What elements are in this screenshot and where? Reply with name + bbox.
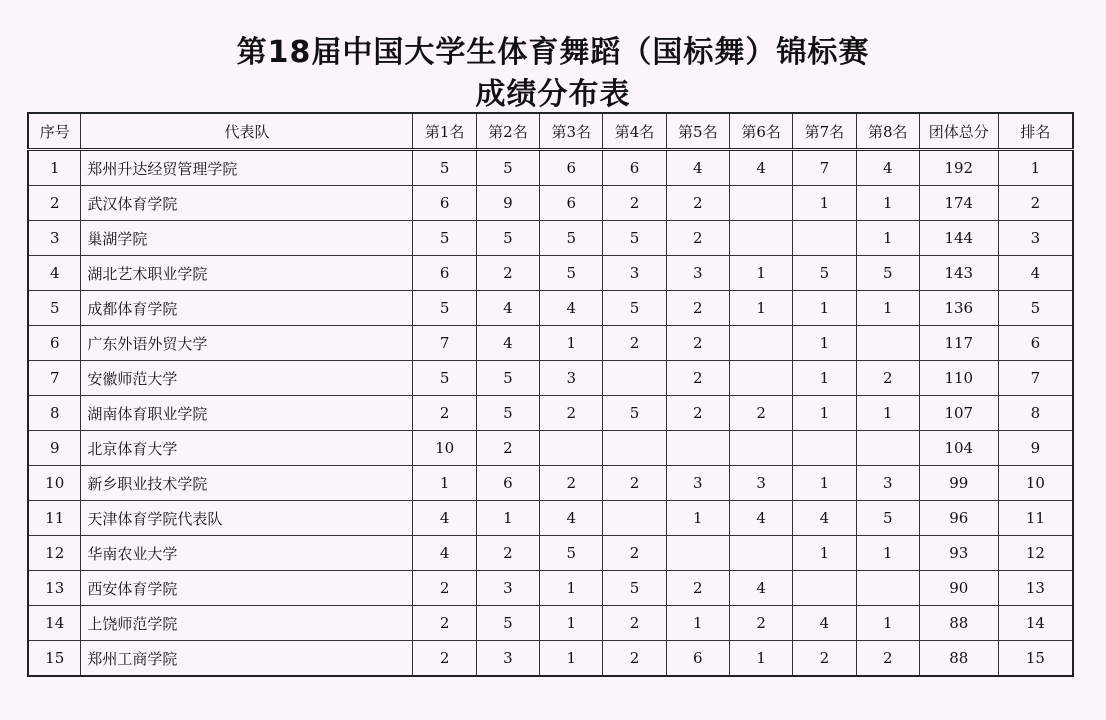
cell-8th: 2: [856, 641, 919, 677]
cell-6th: 1: [729, 291, 792, 326]
table-row: [28, 536, 1073, 571]
cell-4th: 2: [603, 186, 666, 221]
cell-1st: 5: [413, 221, 476, 256]
cell-8th: 5: [856, 256, 919, 291]
cell-2nd: 2: [476, 256, 539, 291]
cell-3rd: 5: [540, 221, 603, 256]
cell-5th: 2: [666, 186, 729, 221]
cell-4th: 5: [603, 291, 666, 326]
cell-5th: 2: [666, 291, 729, 326]
cell-3rd: 1: [540, 641, 603, 677]
cell-1st: 2: [413, 571, 476, 606]
cell-6th: 2: [729, 606, 792, 641]
cell-8th: [856, 326, 919, 361]
header-1st: 第1名: [413, 113, 476, 150]
cell-8th: 2: [856, 361, 919, 396]
cell-3rd: 4: [540, 501, 603, 536]
cell-2nd: 4: [476, 291, 539, 326]
cell-rank: 3: [998, 221, 1073, 256]
cell-rank: 8: [998, 396, 1073, 431]
cell-team: 武汉体育学院: [81, 186, 413, 221]
cell-1st: 10: [413, 431, 476, 466]
cell-total-score: 192: [919, 150, 998, 186]
cell-1st: 5: [413, 150, 476, 186]
cell-3rd: 6: [540, 150, 603, 186]
cell-4th: [603, 431, 666, 466]
table-row: [28, 466, 1073, 501]
cell-3rd: 1: [540, 326, 603, 361]
table-row: [28, 150, 1073, 186]
header-total-score: 团体总分: [919, 113, 998, 150]
cell-index: 2: [28, 186, 81, 221]
table-row: [28, 501, 1073, 536]
cell-4th: 2: [603, 606, 666, 641]
cell-team: 成都体育学院: [81, 291, 413, 326]
cell-5th: [666, 431, 729, 466]
cell-3rd: 4: [540, 291, 603, 326]
cell-1st: 6: [413, 256, 476, 291]
header-3rd: 第3名: [540, 113, 603, 150]
cell-2nd: 5: [476, 150, 539, 186]
cell-6th: 3: [729, 466, 792, 501]
cell-6th: 4: [729, 571, 792, 606]
cell-2nd: 5: [476, 396, 539, 431]
cell-5th: 2: [666, 396, 729, 431]
document-subtitle: 成绩分布表: [475, 77, 631, 112]
cell-3rd: [540, 431, 603, 466]
cell-3rd: 5: [540, 256, 603, 291]
cell-7th: 5: [793, 256, 856, 291]
cell-6th: [729, 221, 792, 256]
cell-1st: 5: [413, 361, 476, 396]
table-row: [28, 431, 1073, 466]
cell-7th: 1: [793, 326, 856, 361]
table-row: [28, 186, 1073, 221]
cell-team: 郑州工商学院: [81, 641, 413, 677]
cell-rank: 5: [998, 291, 1073, 326]
cell-1st: 2: [413, 641, 476, 677]
cell-4th: [603, 361, 666, 396]
header-7th: 第7名: [793, 113, 856, 150]
cell-8th: 1: [856, 186, 919, 221]
cell-4th: 5: [603, 571, 666, 606]
cell-3rd: 1: [540, 571, 603, 606]
cell-index: 7: [28, 361, 81, 396]
cell-7th: 1: [793, 361, 856, 396]
cell-6th: [729, 326, 792, 361]
cell-team: 华南农业大学: [81, 536, 413, 571]
cell-3rd: 6: [540, 186, 603, 221]
cell-total-score: 99: [919, 466, 998, 501]
cell-team: 湖北艺术职业学院: [81, 256, 413, 291]
table-row: [28, 256, 1073, 291]
cell-team: 湖南体育职业学院: [81, 396, 413, 431]
cell-1st: 4: [413, 501, 476, 536]
cell-rank: 4: [998, 256, 1073, 291]
cell-total-score: 90: [919, 571, 998, 606]
cell-total-score: 117: [919, 326, 998, 361]
cell-4th: 5: [603, 396, 666, 431]
table-row: [28, 221, 1073, 256]
cell-team: 新乡职业技术学院: [81, 466, 413, 501]
cell-team: 郑州升达经贸管理学院: [81, 150, 413, 186]
cell-total-score: 88: [919, 606, 998, 641]
results-table: [27, 112, 1074, 677]
cell-8th: 1: [856, 291, 919, 326]
cell-8th: 1: [856, 396, 919, 431]
cell-rank: 12: [998, 536, 1073, 571]
cell-4th: 5: [603, 221, 666, 256]
cell-7th: 1: [793, 536, 856, 571]
cell-rank: 9: [998, 431, 1073, 466]
cell-5th: 1: [666, 606, 729, 641]
cell-team: 上饶师范学院: [81, 606, 413, 641]
cell-1st: 7: [413, 326, 476, 361]
cell-1st: 5: [413, 291, 476, 326]
cell-2nd: 3: [476, 571, 539, 606]
cell-8th: 1: [856, 221, 919, 256]
cell-rank: 2: [998, 186, 1073, 221]
cell-5th: 2: [666, 326, 729, 361]
cell-total-score: 107: [919, 396, 998, 431]
cell-4th: 2: [603, 466, 666, 501]
table-row: [28, 396, 1073, 431]
cell-6th: 1: [729, 256, 792, 291]
cell-6th: 2: [729, 396, 792, 431]
cell-7th: [793, 571, 856, 606]
cell-index: 14: [28, 606, 81, 641]
cell-8th: 4: [856, 150, 919, 186]
cell-index: 13: [28, 571, 81, 606]
table-row: [28, 326, 1073, 361]
cell-1st: 2: [413, 396, 476, 431]
cell-index: 5: [28, 291, 81, 326]
cell-index: 10: [28, 466, 81, 501]
table-body: [28, 150, 1073, 677]
header-4th: 第4名: [603, 113, 666, 150]
cell-4th: 2: [603, 641, 666, 677]
cell-rank: 11: [998, 501, 1073, 536]
table-row: [28, 291, 1073, 326]
cell-7th: 1: [793, 186, 856, 221]
cell-5th: 2: [666, 221, 729, 256]
cell-8th: [856, 571, 919, 606]
document-title: 第18届中国大学生体育舞蹈（国标舞）锦标赛: [236, 35, 870, 70]
cell-5th: 2: [666, 361, 729, 396]
table-row: [28, 361, 1073, 396]
cell-3rd: 2: [540, 396, 603, 431]
cell-6th: 4: [729, 150, 792, 186]
header-2nd: 第2名: [476, 113, 539, 150]
cell-2nd: 5: [476, 221, 539, 256]
cell-2nd: 2: [476, 536, 539, 571]
cell-6th: [729, 536, 792, 571]
cell-8th: 5: [856, 501, 919, 536]
cell-team: 广东外语外贸大学: [81, 326, 413, 361]
cell-rank: 7: [998, 361, 1073, 396]
cell-1st: 2: [413, 606, 476, 641]
cell-index: 6: [28, 326, 81, 361]
cell-7th: 4: [793, 501, 856, 536]
cell-index: 1: [28, 150, 81, 186]
cell-5th: [666, 536, 729, 571]
cell-4th: 2: [603, 326, 666, 361]
cell-2nd: 3: [476, 641, 539, 677]
cell-5th: 3: [666, 466, 729, 501]
cell-2nd: 9: [476, 186, 539, 221]
cell-7th: [793, 431, 856, 466]
cell-1st: 6: [413, 186, 476, 221]
cell-7th: 7: [793, 150, 856, 186]
cell-5th: 2: [666, 571, 729, 606]
cell-7th: [793, 221, 856, 256]
cell-5th: 4: [666, 150, 729, 186]
cell-total-score: 104: [919, 431, 998, 466]
cell-1st: 4: [413, 536, 476, 571]
cell-8th: 1: [856, 536, 919, 571]
cell-6th: 4: [729, 501, 792, 536]
cell-index: 15: [28, 641, 81, 677]
cell-total-score: 110: [919, 361, 998, 396]
cell-6th: [729, 431, 792, 466]
cell-5th: 3: [666, 256, 729, 291]
cell-2nd: 5: [476, 361, 539, 396]
cell-6th: [729, 361, 792, 396]
cell-5th: 6: [666, 641, 729, 677]
cell-total-score: 136: [919, 291, 998, 326]
cell-3rd: 1: [540, 606, 603, 641]
cell-4th: 6: [603, 150, 666, 186]
cell-rank: 13: [998, 571, 1073, 606]
header-5th: 第5名: [666, 113, 729, 150]
cell-rank: 10: [998, 466, 1073, 501]
cell-total-score: 96: [919, 501, 998, 536]
cell-team: 西安体育学院: [81, 571, 413, 606]
cell-4th: 3: [603, 256, 666, 291]
table-row: [28, 606, 1073, 641]
cell-3rd: 5: [540, 536, 603, 571]
cell-2nd: 6: [476, 466, 539, 501]
cell-4th: 2: [603, 536, 666, 571]
cell-team: 巢湖学院: [81, 221, 413, 256]
cell-1st: 1: [413, 466, 476, 501]
cell-rank: 14: [998, 606, 1073, 641]
cell-2nd: 1: [476, 501, 539, 536]
cell-7th: 2: [793, 641, 856, 677]
cell-index: 4: [28, 256, 81, 291]
cell-index: 8: [28, 396, 81, 431]
cell-team: 安徽师范大学: [81, 361, 413, 396]
cell-6th: [729, 186, 792, 221]
cell-7th: 1: [793, 396, 856, 431]
header-index: 序号: [28, 113, 81, 150]
cell-4th: [603, 501, 666, 536]
table-row: [28, 641, 1073, 677]
cell-total-score: 144: [919, 221, 998, 256]
cell-7th: 1: [793, 291, 856, 326]
cell-index: 9: [28, 431, 81, 466]
cell-2nd: 4: [476, 326, 539, 361]
cell-8th: 1: [856, 606, 919, 641]
cell-5th: 1: [666, 501, 729, 536]
cell-2nd: 2: [476, 431, 539, 466]
cell-6th: 1: [729, 641, 792, 677]
cell-rank: 6: [998, 326, 1073, 361]
cell-team: 北京体育大学: [81, 431, 413, 466]
cell-team: 天津体育学院代表队: [81, 501, 413, 536]
cell-total-score: 93: [919, 536, 998, 571]
cell-index: 11: [28, 501, 81, 536]
cell-3rd: 2: [540, 466, 603, 501]
table-row: [28, 571, 1073, 606]
header-6th: 第6名: [729, 113, 792, 150]
cell-8th: [856, 431, 919, 466]
cell-total-score: 174: [919, 186, 998, 221]
cell-index: 3: [28, 221, 81, 256]
cell-7th: 1: [793, 466, 856, 501]
table-header-row: [28, 113, 1073, 150]
cell-8th: 3: [856, 466, 919, 501]
cell-total-score: 88: [919, 641, 998, 677]
cell-rank: 1: [998, 150, 1073, 186]
header-8th: 第8名: [856, 113, 919, 150]
cell-3rd: 3: [540, 361, 603, 396]
cell-total-score: 143: [919, 256, 998, 291]
cell-2nd: 5: [476, 606, 539, 641]
header-rank: 排名: [998, 113, 1073, 150]
cell-7th: 4: [793, 606, 856, 641]
cell-index: 12: [28, 536, 81, 571]
cell-rank: 15: [998, 641, 1073, 677]
header-team: 代表队: [81, 113, 413, 150]
